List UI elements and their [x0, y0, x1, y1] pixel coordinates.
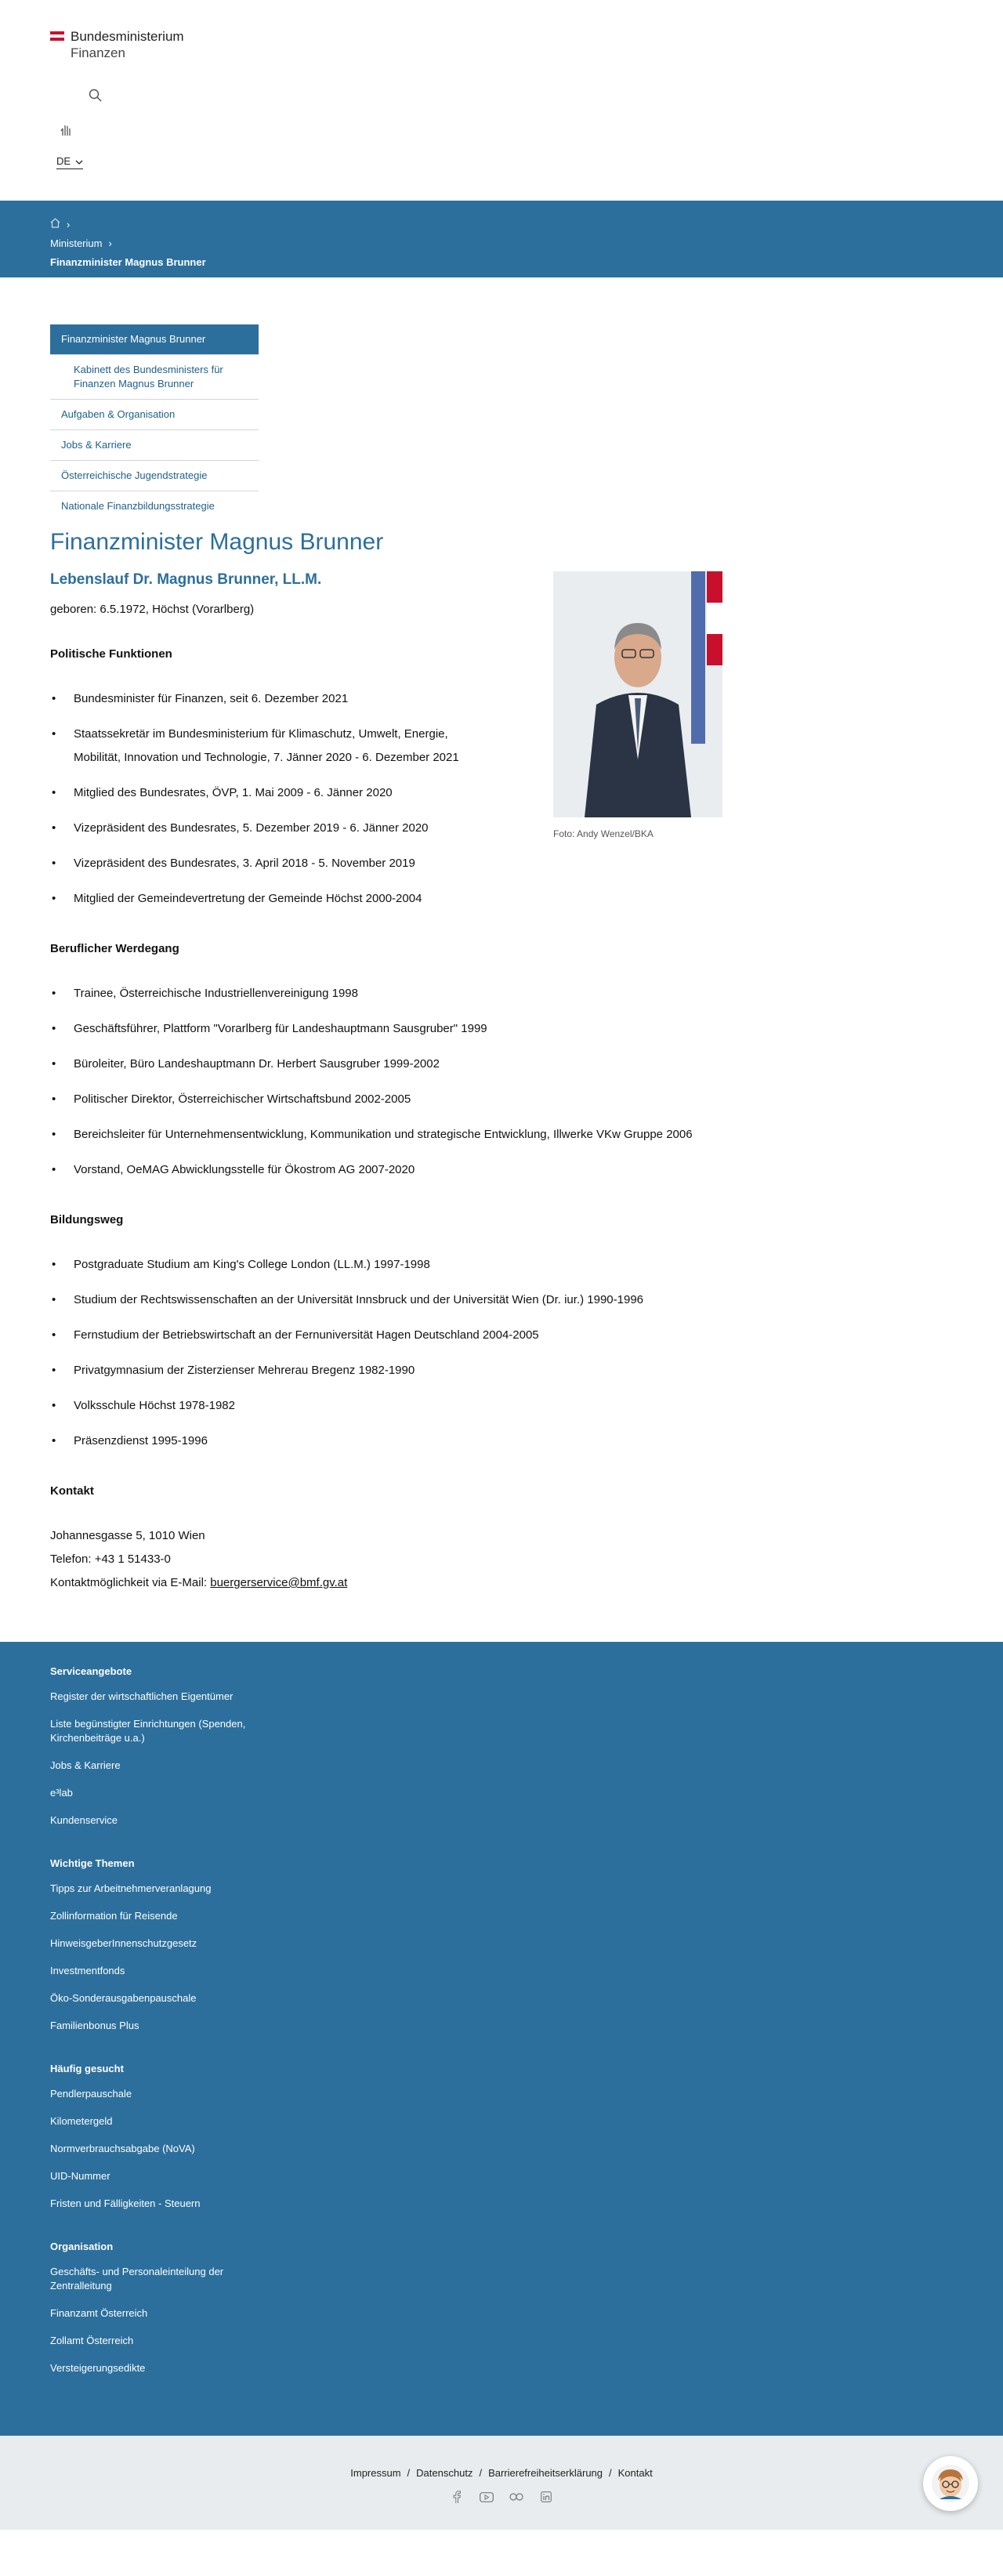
- footer-heading-gesucht: Häufig gesucht: [50, 2063, 124, 2074]
- list-item: • Bereichsleiter für Unternehmensentwicklung, Kommunikation und strategische Entwicklung, Illwerke VKw Gruppe 2006: [50, 1123, 724, 1147]
- main-content: [0, 277, 1003, 1595]
- site-footer: [0, 1642, 1003, 2436]
- linkedin-icon[interactable]: [539, 2490, 553, 2504]
- chevron-right-icon: ›: [67, 218, 71, 230]
- social-links: [0, 2490, 1003, 2504]
- section-heading-beruflich: Beruflicher Werdegang: [50, 942, 179, 955]
- section-subnav: [50, 324, 259, 521]
- subnav-item-kabinett[interactable]: Kabinett des Bundesministers für Finanzen Magnus Brunner: [50, 355, 259, 400]
- list-beruflich: [50, 982, 724, 1182]
- breadcrumb-ministerium[interactable]: Ministerium: [50, 237, 103, 249]
- youtube-icon[interactable]: [480, 2490, 494, 2504]
- list-item: • Fernstudium der Betriebswirtschaft an der Fernuniversität Hagen Deutschland 2004-2005: [50, 1324, 724, 1347]
- list-item: • Mitglied der Gemeindevertretung der Gemeinde Höchst 2000-2004: [50, 887, 724, 911]
- cv-heading: Lebenslauf Dr. Magnus Brunner, LL.M.: [50, 571, 322, 588]
- sign-language-icon[interactable]: [56, 121, 75, 139]
- list-item: • Präsenzdienst 1995-1996: [50, 1429, 724, 1453]
- chevron-down-icon: [75, 155, 83, 167]
- kontakt-link[interactable]: Kontakt: [617, 2467, 653, 2479]
- footer-link[interactable]: Kundenservice: [50, 1814, 118, 1826]
- footer-link[interactable]: Zollamt Österreich: [50, 2335, 134, 2346]
- breadcrumb: [0, 201, 1003, 277]
- list-item: • Privatgymnasium der Zisterzienser Mehrerau Bregenz 1982-1990: [50, 1359, 724, 1382]
- chevron-right-icon: ›: [108, 237, 112, 249]
- home-icon[interactable]: [50, 218, 60, 230]
- list-item: • Mitglied des Bundesrates, ÖVP, 1. Mai 2009 - 6. Jänner 2020: [50, 781, 724, 805]
- list-item: • Büroleiter, Büro Landeshauptmann Dr. Herbert Sausgruber 1999-2002: [50, 1053, 724, 1076]
- article: [50, 571, 724, 1595]
- facebook-icon[interactable]: [450, 2490, 464, 2504]
- list-item: • Bundesminister für Finanzen, seit 6. Dezember 2021: [50, 687, 724, 711]
- footer-link[interactable]: Investmentfonds: [50, 1965, 125, 1976]
- birth-info: geboren: 6.5.1972, Höchst (Vorarlberg): [50, 603, 255, 616]
- contact-email-label: Kontaktmöglichkeit via E-Mail:: [50, 1576, 208, 1589]
- breadcrumb-current: Finanzminister Magnus Brunner: [50, 255, 206, 268]
- footer-link[interactable]: Familienbonus Plus: [50, 2020, 139, 2031]
- section-heading-politisch: Politische Funktionen: [50, 647, 172, 661]
- logo-line1: Bundesministerium: [71, 29, 184, 44]
- subnav-item-jugendstrategie[interactable]: Österreichische Jugendstrategie: [50, 461, 259, 491]
- footer-link[interactable]: e³lab: [50, 1787, 73, 1799]
- barrierefreiheit-link[interactable]: Barrierefreiheitserklärung: [488, 2467, 603, 2479]
- list-item: • Geschäftsführer, Plattform "Vorarlberg für Landeshauptmann Sausgruber" 1999: [50, 1017, 724, 1041]
- list-item: • Postgraduate Studium am King's College London (LL.M.) 1997-1998: [50, 1253, 724, 1277]
- site-header: [0, 0, 1003, 201]
- list-item: • Politischer Direktor, Österreichischer Wirtschaftsbund 2002-2005: [50, 1088, 724, 1111]
- footer-link[interactable]: Register der wirtschaftlichen Eigentümer: [50, 1690, 234, 1702]
- subnav-item-jobs[interactable]: Jobs & Karriere: [50, 430, 259, 461]
- footer-heading-organisation: Organisation: [50, 2241, 114, 2252]
- footer-link[interactable]: Jobs & Karriere: [50, 1759, 121, 1771]
- footer-link[interactable]: HinweisgeberInnenschutzgesetz: [50, 1937, 197, 1949]
- subnav-item-finanzminister[interactable]: Finanzminister Magnus Brunner: [50, 324, 259, 355]
- chatbot-face-icon: [930, 2463, 971, 2504]
- footer-bottom-bar: [0, 2436, 1003, 2530]
- language-label: DE: [56, 155, 71, 167]
- logo-line2: Finanzen: [71, 45, 125, 60]
- subnav-item-finanzbildung[interactable]: Nationale Finanzbildungsstrategie: [61, 500, 215, 512]
- contact-email-line: [50, 1571, 724, 1595]
- footer-link[interactable]: Liste begünstigter Einrichtungen (Spenden, Kirchenbeiträge u.a.): [50, 1718, 246, 1744]
- contact-address: Johannesgasse 5, 1010 Wien: [50, 1529, 205, 1542]
- list-item: • Vizepräsident des Bundesrates, 5. Dezember 2019 - 6. Jänner 2020: [50, 817, 724, 840]
- section-heading-bildung: Bildungsweg: [50, 1213, 124, 1226]
- legal-links: Impressum / Datenschutz / Barrierefreiheitserklärung / Kontakt: [350, 2467, 653, 2479]
- subnav-item-aufgaben[interactable]: Aufgaben & Organisation: [50, 400, 259, 430]
- language-selector[interactable]: [56, 155, 83, 169]
- footer-heading-service: Serviceangebote: [50, 1665, 132, 1677]
- list-item: • Trainee, Österreichische Industriellenvereinigung 1998: [50, 982, 724, 1005]
- flickr-icon[interactable]: [509, 2490, 523, 2504]
- chatbot-avatar-button[interactable]: [923, 2456, 978, 2511]
- list-item: • Staatssekretär im Bundesministerium für Klimaschutz, Umwelt, Energie, Mobilität, Innovation und Technologie, 7. Jänner 2020 - 6. Dezember 2021: [50, 723, 489, 770]
- footer-link[interactable]: Pendlerpauschale: [50, 2088, 132, 2100]
- contact-email-link[interactable]: buergerservice@bmf.gv.at: [210, 1576, 348, 1589]
- list-item: • Vorstand, OeMAG Abwicklungsstelle für Ökostrom AG 2007-2020: [50, 1158, 724, 1182]
- photo-caption: Foto: Andy Wenzel/BKA: [553, 828, 654, 839]
- footer-link[interactable]: Tipps zur Arbeitnehmerveranlagung: [50, 1882, 212, 1894]
- list-bildung: [50, 1253, 724, 1453]
- footer-link[interactable]: Öko-Sonderausgabenpauschale: [50, 1992, 197, 2004]
- footer-link[interactable]: Zollinformation für Reisende: [50, 1910, 178, 1922]
- footer-link[interactable]: UID-Nummer: [50, 2170, 110, 2182]
- footer-link[interactable]: Fristen und Fälligkeiten - Steuern: [50, 2197, 201, 2209]
- footer-link[interactable]: Geschäfts- und Personaleinteilung der Zentralleitung: [50, 2266, 224, 2292]
- section-heading-kontakt: Kontakt: [50, 1484, 94, 1498]
- search-icon[interactable]: [86, 86, 105, 105]
- contact-section: [50, 1484, 724, 1595]
- footer-heading-themen: Wichtige Themen: [50, 1857, 135, 1869]
- page-title: Finanzminister Magnus Brunner: [50, 529, 384, 555]
- footer-link[interactable]: Versteigerungsedikte: [50, 2362, 146, 2374]
- list-item: • Vizepräsident des Bundesrates, 3. April 2018 - 5. November 2019: [50, 852, 724, 875]
- logo-text: [71, 28, 184, 61]
- contact-phone: Telefon: +43 1 51433-0: [50, 1552, 171, 1566]
- datenschutz-link[interactable]: Datenschutz: [416, 2467, 473, 2479]
- footer-link[interactable]: Kilometergeld: [50, 2115, 113, 2127]
- list-item: • Studium der Rechtswissenschaften an der Universität Innsbruck und der Universität Wien (Dr. iur.) 1990-1996: [50, 1288, 724, 1312]
- footer-link[interactable]: Normverbrauchsabgabe (NoVA): [50, 2143, 195, 2154]
- site-logo[interactable]: [50, 28, 184, 61]
- footer-link[interactable]: Finanzamt Österreich: [50, 2307, 148, 2319]
- austria-flag-icon: [50, 31, 64, 41]
- list-item: • Volksschule Höchst 1978-1982: [50, 1394, 724, 1418]
- impressum-link[interactable]: Impressum: [350, 2467, 401, 2479]
